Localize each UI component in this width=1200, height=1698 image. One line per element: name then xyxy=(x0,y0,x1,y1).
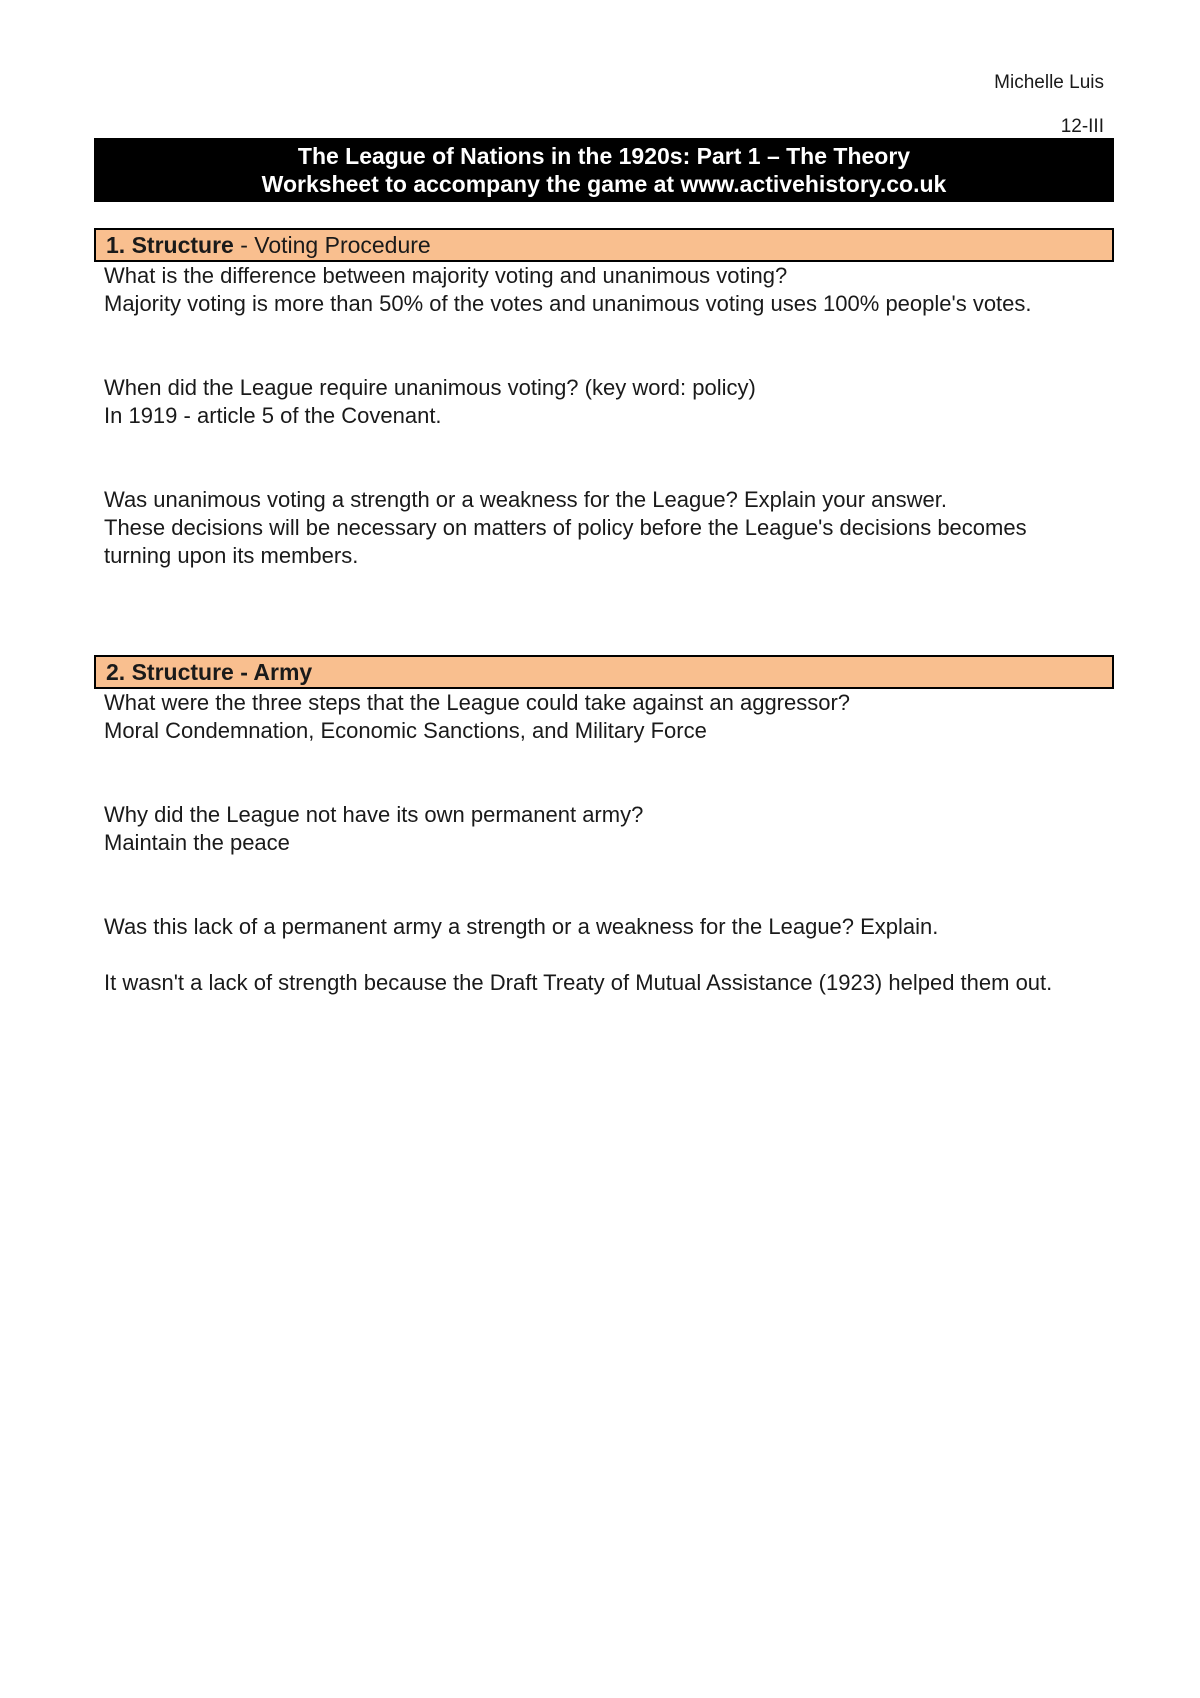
page-subtitle: Worksheet to accompany the game at www.activehistory.co.uk xyxy=(261,171,947,197)
student-class: 12-III xyxy=(1060,116,1104,137)
question: What were the three steps that the League could take against an aggressor? xyxy=(104,690,851,715)
question: Why did the League not have its own permanent army? xyxy=(104,802,644,827)
section-voting-procedure xyxy=(94,228,1114,570)
title-banner xyxy=(94,138,1114,202)
page-title: The League of Nations in the 1920s: Part 1 – The Theory xyxy=(297,143,911,169)
question: Was unanimous voting a strength or a weakness for the League? Explain your answer. xyxy=(104,487,948,512)
qa-block xyxy=(94,262,1114,570)
student-name: Michelle Luis xyxy=(994,72,1104,93)
answer: These decisions will be necessary on matters of policy before the League's decisions becomes turning upon its members. xyxy=(104,515,1027,568)
answer: Majority voting is more than 50% of the votes and unanimous voting uses 100% people's votes. xyxy=(104,291,1032,316)
section-heading-text: 2. Structure - Army xyxy=(106,659,313,685)
section-heading-bold: 1. Structure xyxy=(106,232,234,258)
answer: Maintain the peace xyxy=(104,830,290,855)
answer: Moral Condemnation, Economic Sanctions, and Military Force xyxy=(104,718,707,743)
section-army xyxy=(94,655,1114,997)
qa-block xyxy=(94,689,1114,997)
question: What is the difference between majority voting and unanimous voting? xyxy=(104,263,788,288)
question: When did the League require unanimous voting? (key word: policy) xyxy=(104,375,756,400)
section-heading-rest: - Voting Procedure xyxy=(233,232,431,258)
question: Was this lack of a permanent army a strength or a weakness for the League? Explain. xyxy=(104,914,939,939)
section-heading xyxy=(94,228,1114,262)
answer: It wasn't a lack of strength because the Draft Treaty of Mutual Assistance (1923) helped them out. xyxy=(104,970,1053,995)
answer: In 1919 - article 5 of the Covenant. xyxy=(104,403,442,428)
section-heading xyxy=(94,655,1114,689)
